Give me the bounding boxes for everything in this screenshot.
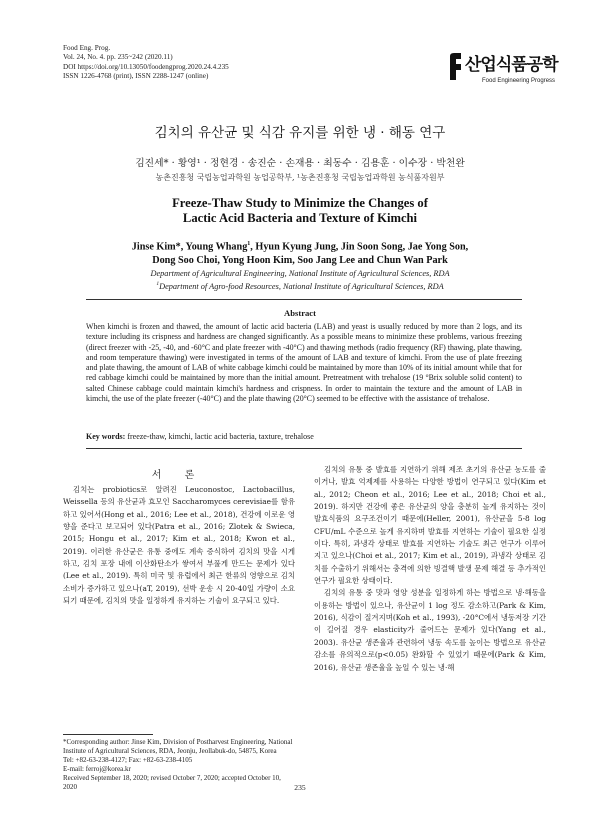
journal-doi[interactable]: DOI https://doi.org/10.13050/foodengprog.2020.24.4.235	[63, 62, 229, 71]
left-paragraph: 김치는 probiotics로 알려진 Leuconostoc, Lactobacillus, Weissella 등의 유산균과 효모인 Saccharomyces cerevisiae를 함유하고 있어서(Hong et al., 2016; Lee et al., 2018), 건강에 이로운 영향을 준다고 보고되어 있다(Patra et al., 2016; Zlotek & Swieca, 2015; Hongu et al., 2017; Kim et al., 2018; Kwon et al., 2019). 이러한 유산균은 유통 중에도 계속 증식하여 김치의 맛을 시게 하고, 김치 포장 내에 이산화탄소가 쌓여서 부풀게 만드는 문제가 있다(Lee et al., 2019). 특히 미국 및 유럽에서 최근 한류의 영향으로 김치 소비가 증가하고 있으나(aT, 2019), 선박 운송 시 20-40일 가량이 소요되기 때문에, 김치의 맛을 일정하게 유지하는 기술이 요구되고 있다.	[63, 485, 295, 606]
journal-logo	[448, 50, 558, 90]
footnote-corresponding: *Corresponding author: Jinse Kim, Division of Postharvest Engineering, National Institute of Agricultural Sciences, RDA, Jeonju, Jeollabuk-do, 54875, Korea	[63, 738, 293, 755]
abstract-heading: Abstract	[284, 308, 316, 318]
english-title-line2: Lactic Acid Bacteria and Texture of Kimchi	[182, 211, 418, 225]
korean-affiliation: 농촌진흥청 국립농업과학원 농업공학부, ¹농촌진흥청 국립농업과학원 농식품자원부	[155, 173, 445, 182]
journal-volume: Vol. 24, No. 4. pp. 235~242 (2020.11)	[63, 53, 173, 62]
page-number: 235	[294, 783, 306, 792]
right-paragraph-1: 김치의 유통 중 발효를 지연하기 위해 제조 초기의 유산균 농도를 줄이거나, 발효 억제제를 사용하는 다양한 방법이 연구되고 있다(Kim et al., 2012; Cheon et al., 2016; Lee et al., 2018; Choi et al., 2019). 하지만 건강에 좋은 유산균의 양을 충분히 높게 유지하는 것이 발효식품의 요구조건이기 때문에(Heller, 2001), 유산균을 5-8 log CFU/mL 수준으로 높게 유지하며 발효를 지연하는 기술이 필요한 실정이다. 특히, 과냉각 상태로 발효를 지연하는 기술도 최근 연구가 이루어지고 있으나(Choi et al., 2017; Kim et al., 2019), 과냉각 상태로 김치를 수출하기 위해서는 충격에 의한 빙결핵 발생 문제 해결 등 추가적인 연구가 필요한 상태이다.	[314, 465, 546, 586]
journal-info	[63, 44, 229, 82]
journal-name: Food Eng. Prog.	[63, 44, 111, 52]
journal-issn: ISSN 1226-4768 (print), ISSN 2288-1247 (online)	[63, 72, 209, 81]
section-title-introduction: 서 론	[151, 470, 205, 481]
english-title-line1: Freeze-Thaw Study to Minimize the Changes of	[172, 196, 428, 210]
english-affiliation-line2: $^1$Department of Agro-food Resources, National Institute of Agricultural Sciences, RDA	[156, 281, 444, 291]
korean-authors: 김진세* · 황영¹ · 정현경 · 송진순 · 손재용 · 최동수 · 김용훈 · 이수장 · 박천완	[135, 158, 465, 169]
english-affiliation	[0, 268, 600, 292]
logo-english-text: Food Engineering Progress	[482, 78, 556, 84]
english-authors-line2: Dong Soo Choi, Yong Hoon Kim, Soo Jang Lee and Chun Wan Park	[152, 254, 448, 266]
keywords-text: freeze-thaw, kimchi, lactic acid bacteria, taxture, trehalose	[125, 432, 314, 441]
footnote-email[interactable]: E-mail: ferroj@korea.kr	[63, 764, 131, 773]
abstract-text: When kimchi is frozen and thawed, the amount of lactic acid bacteria (LAB) and yeast is usually reduced by more than 2 logs, and its texture including its crispness and hardness are changed significantly. As a possible means to minimize these problems, various freezing (direct freezer with -25, -40, and -60°C and plate freezer with -40°C) and thawing methods (radio frequency (RF) thawing, plate thawing, and room temperature thawing) were investigated in terms of the amount of LAB and texture of kimchi. From the use of plate freezing and plate thawing, the amount of LAB of white cabbage kimchi could be maintained by more than 10% of its initial amount while that for red cabbage kimchi could be maintained by more than the initial amount. Pretreatment with trehalose (19 °Brix soluble solid content) to salted Chinese cabbage could maintain kimchi's hardness and crispness. In order to maintain the texture and the amount of LAB in kimchi, the use of the plate freezer (-40°C) and the plate thawing (20°C) seemed to be effective with the assistance of trehalose.	[86, 322, 522, 403]
footnote-received: Received September 18, 2020; revised October 7, 2020; accepted October 10, 2020	[63, 773, 281, 791]
english-authors-line1: Jinse Kim*, Young Whang$^1$, Hyun Kyung Jung, Jin Soon Song, Jae Yong Son,	[131, 241, 469, 253]
english-title	[0, 196, 600, 226]
journal-logo-mark-icon	[448, 52, 463, 82]
english-authors	[0, 238, 600, 268]
keywords-label: Key words:	[86, 432, 126, 441]
abstract-top-rule	[86, 299, 522, 300]
left-column	[63, 484, 295, 607]
footnote-tel: Tel: +82-63-238-4127; Fax: +82-63-238-4105	[63, 755, 193, 764]
footnote-rule	[63, 734, 153, 735]
logo-korean-text: 산업식품공학	[465, 55, 558, 75]
right-column	[314, 464, 546, 674]
korean-title: 김치의 유산균 및 식감 유지를 위한 냉 · 해동 연구	[154, 125, 446, 141]
right-paragraph-2: 김치의 유통 중 맛과 영양 성분을 일정하게 하는 방법으로 냉·해동을 이용하는 방법이 있으나, 유산균이 1 log 정도 감소하고(Park & Kim, 2016), 식감이 질겨지며(Koh et al., 1993), -20°C에서 냉동저장 기간이 길어질 경우 elasticity가 줄어드는 문제가 있다(Yang et al., 2003). 유산균 생존율과 관련하여 냉동 속도를 높이는 방법으로 유산균 감소를 유의적으로(p<0.05) 완화할 수 있었기 때문에(Park & Kim, 2016), 유산균 생존율을 높일 수 있는 냉·해	[314, 588, 546, 672]
abstract-bottom-rule	[86, 448, 522, 449]
english-affiliation-line1: Department of Agricultural Engineering, National Institute of Agricultural Sciences, RDA	[150, 269, 450, 278]
keywords	[86, 432, 522, 441]
